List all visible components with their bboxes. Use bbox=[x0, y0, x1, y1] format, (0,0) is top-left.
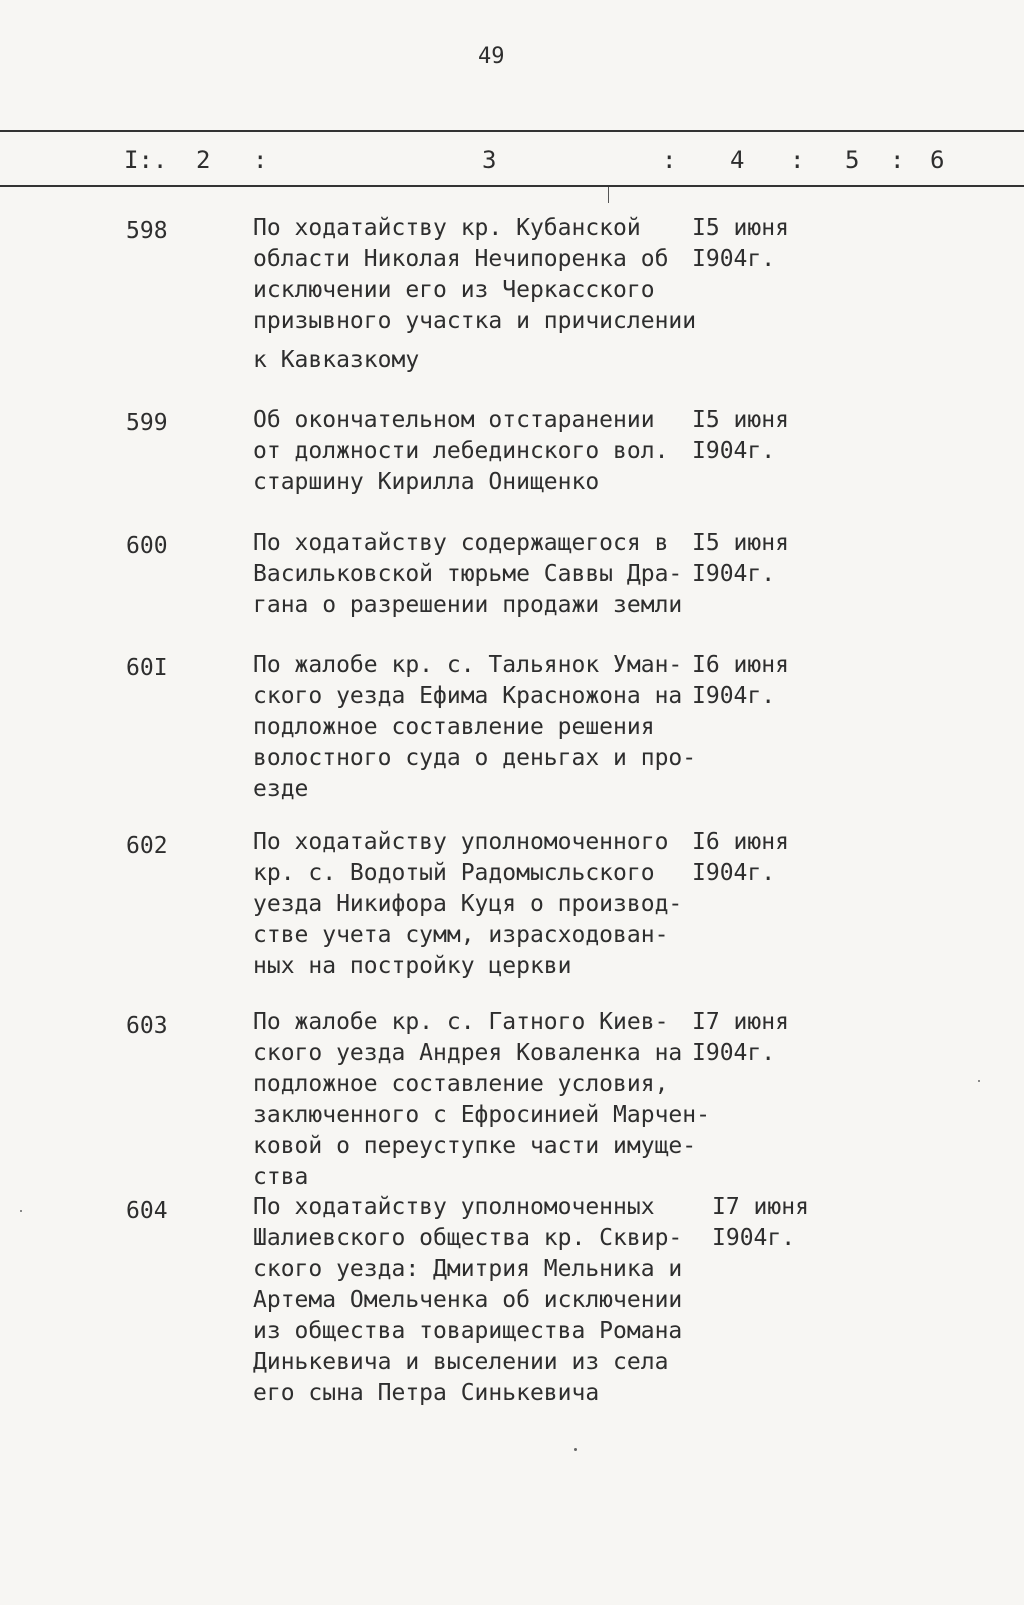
entry-line: По ходатайству уполномоченного bbox=[253, 829, 669, 855]
entry-line: ского уезда: Дмитрия Мельника и bbox=[253, 1256, 683, 1282]
entry-date-day: I5 июня bbox=[692, 215, 789, 241]
column-header-2: 2 bbox=[196, 146, 211, 174]
column-separator: : bbox=[790, 146, 805, 174]
entry-line: Васильковской тюрьме Саввы Дра- bbox=[253, 561, 683, 587]
entry-number: 599 bbox=[126, 410, 168, 436]
entry-number: 598 bbox=[126, 218, 168, 244]
entry-line: кр. с. Водотый Радомысльского bbox=[253, 860, 655, 886]
entry-line: призывного участка и причислении bbox=[253, 308, 697, 334]
entry-number: 600 bbox=[126, 533, 168, 559]
scan-speck bbox=[574, 1448, 577, 1451]
entry-line: заключенного с Ефросинией Марчен- bbox=[253, 1102, 710, 1128]
column-divider-mark bbox=[608, 187, 609, 203]
entry-date bbox=[712, 1192, 809, 1254]
entry-date-day: I6 июня bbox=[692, 652, 789, 678]
column-header-3: 3 bbox=[482, 146, 497, 174]
entry-text bbox=[253, 650, 703, 805]
entry-date bbox=[692, 650, 789, 712]
entry-date-day: I5 июня bbox=[692, 530, 789, 556]
entry-line: Динькевича и выселении из села bbox=[253, 1349, 669, 1375]
column-separator: : bbox=[253, 146, 268, 174]
column-separator: : bbox=[662, 146, 677, 174]
entry-line: Артема Омельченка об исключении bbox=[253, 1287, 683, 1313]
entry-date bbox=[692, 1007, 789, 1069]
entry-line: стве учета сумм, израсходован- bbox=[253, 922, 669, 948]
entry-line: ства bbox=[253, 1164, 309, 1190]
entry-date-year: I904г. bbox=[692, 246, 776, 272]
entry-line: ных на постройку церкви bbox=[253, 953, 572, 979]
entry-line: По ходатайству содержащегося в bbox=[253, 530, 669, 556]
entry-date-year: I904г. bbox=[692, 860, 776, 886]
entry-line: По жалобе кр. с. Тальянок Уман- bbox=[253, 652, 683, 678]
entry-date bbox=[692, 405, 789, 467]
entry-line: По ходатайству кр. Кубанской bbox=[253, 215, 641, 241]
entry-number: 60I bbox=[126, 655, 168, 681]
entry-date-day: I6 июня bbox=[692, 829, 789, 855]
entry-line: ковой о переуступке части имуще- bbox=[253, 1133, 697, 1159]
entry-line: из общества товарищества Романа bbox=[253, 1318, 683, 1344]
entry-number: 604 bbox=[126, 1198, 168, 1224]
entry-line: подложное составление решения bbox=[253, 714, 655, 740]
column-separator: : bbox=[890, 146, 905, 174]
entry-line: Шалиевского общества кр. Сквир- bbox=[253, 1225, 683, 1251]
entry-line: ского уезда Ефима Красножона на bbox=[253, 683, 683, 709]
entry-line: По ходатайству уполномоченных bbox=[253, 1194, 655, 1220]
entry-text bbox=[253, 528, 703, 621]
entry-date bbox=[692, 827, 789, 889]
entry-line: исключении его из Черкасского bbox=[253, 277, 655, 303]
entry-line: подложное составление условия, bbox=[253, 1071, 669, 1097]
entry-date-day: I5 июня bbox=[692, 407, 789, 433]
entry-line: старшину Кирилла Онищенко bbox=[253, 469, 600, 495]
column-header-4: 4 bbox=[730, 146, 745, 174]
entry-text bbox=[253, 213, 703, 376]
entry-date-day: I7 июня bbox=[692, 1009, 789, 1035]
entry-date-year: I904г. bbox=[692, 561, 776, 587]
entry-text bbox=[253, 1007, 710, 1193]
entry-text bbox=[253, 405, 703, 498]
entry-line: Об окончательном отстаранении bbox=[253, 407, 655, 433]
entry-line: от должности лебединского вол. bbox=[253, 438, 669, 464]
entry-date-year: I904г. bbox=[692, 438, 776, 464]
header-rule-bottom bbox=[0, 185, 1024, 187]
entry-line: его сына Петра Синькевича bbox=[253, 1380, 600, 1406]
column-header-5: 5 bbox=[845, 146, 860, 174]
scan-speck bbox=[978, 1080, 980, 1082]
entry-line: По жалобе кр. с. Гатного Киев- bbox=[253, 1009, 669, 1035]
entry-date-year: I904г. bbox=[712, 1225, 796, 1251]
entry-date-year: I904г. bbox=[692, 683, 776, 709]
entry-line: гана о разрешении продажи земли bbox=[253, 592, 683, 618]
entry-number: 602 bbox=[126, 833, 168, 859]
entry-line: езде bbox=[253, 776, 309, 802]
entry-text bbox=[253, 827, 703, 982]
entry-line: к Кавказкому bbox=[253, 347, 420, 373]
scan-speck bbox=[20, 1210, 22, 1212]
header-rule-top bbox=[0, 130, 1024, 132]
entry-date-year: I904г. bbox=[692, 1040, 776, 1066]
column-header-1: I:. bbox=[124, 146, 168, 174]
column-header-6: 6 bbox=[930, 146, 945, 174]
entry-text bbox=[253, 1192, 703, 1409]
entry-line: уезда Никифора Куця о производ- bbox=[253, 891, 683, 917]
page-number: 49 bbox=[478, 44, 505, 69]
entry-date bbox=[692, 213, 789, 275]
entry-number: 603 bbox=[126, 1013, 168, 1039]
entry-date bbox=[692, 528, 789, 590]
entry-line: ского уезда Андрея Коваленка на bbox=[253, 1040, 683, 1066]
entry-line: волостного суда о деньгах и про- bbox=[253, 745, 697, 771]
entry-line: области Николая Нечипоренка об bbox=[253, 246, 669, 272]
entry-date-day: I7 июня bbox=[712, 1194, 809, 1220]
